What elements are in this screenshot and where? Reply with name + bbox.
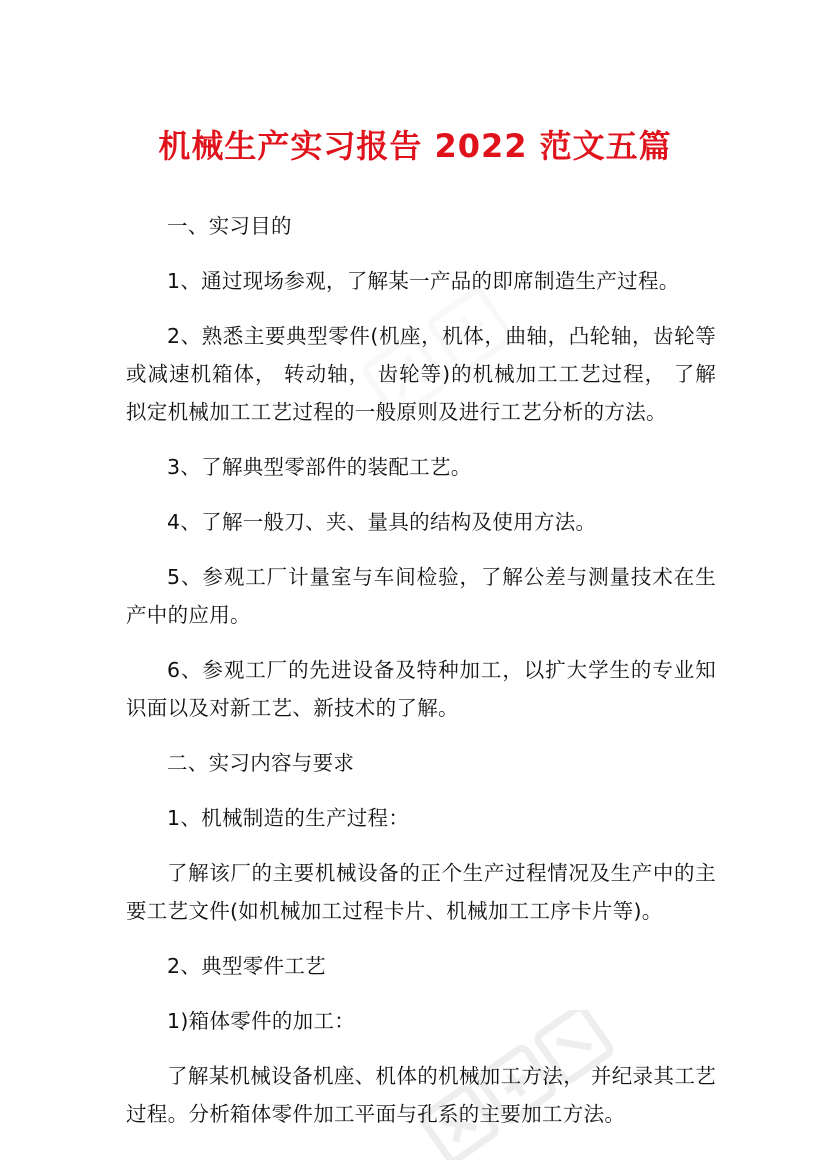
body-paragraph: 了解某机械设备机座、机体的机械加工方法， 并纪录其工艺过程。分析箱体零件加工平面与孔系的主要加工方法。 bbox=[126, 1064, 716, 1126]
section-heading-content: 二、实习内容与要求 bbox=[167, 751, 355, 775]
subsection-heading: 2、典型零件工艺 bbox=[167, 954, 326, 978]
list-item: 5、参观工厂计量室与车间检验，了解公差与测量技术在生产中的应用。 bbox=[126, 565, 716, 627]
list-item: 2、熟悉主要典型零件(机座，机体，曲轴，凸轮轴，齿轮等或减速机箱体， 转动轴， 齿轮等)的机械加工工艺过程， 了解拟定机械加工工艺过程的一般原则及进行工艺分析的方法。 bbox=[126, 324, 716, 424]
document-body bbox=[126, 207, 716, 1150]
body-paragraph: 了解该厂的主要机械设备的正个生产过程情况及生产中的主要工艺文件(如机械加工过程卡片、机械加工工序卡片等)。 bbox=[126, 861, 716, 923]
document-title: 机械生产实习报告 2022 范文五篇 bbox=[158, 127, 672, 166]
list-item: 3、了解典型零部件的装配工艺。 bbox=[167, 455, 472, 479]
subsection-heading: 1)箱体零件的加工： bbox=[167, 1009, 356, 1033]
section-heading-objectives: 一、实习目的 bbox=[167, 214, 292, 238]
list-item: 4、了解一般刀、夹、量具的结构及使用方法。 bbox=[167, 510, 597, 534]
list-item: 1、通过现场参观，了解某一产品的即席制造生产过程。 bbox=[167, 269, 680, 293]
list-item: 6、参观工厂的先进设备及特种加工，以扩大学生的专业知识面以及对新工艺、新技术的了解。 bbox=[126, 658, 716, 720]
subsection-heading: 1、机械制造的生产过程： bbox=[167, 806, 410, 830]
